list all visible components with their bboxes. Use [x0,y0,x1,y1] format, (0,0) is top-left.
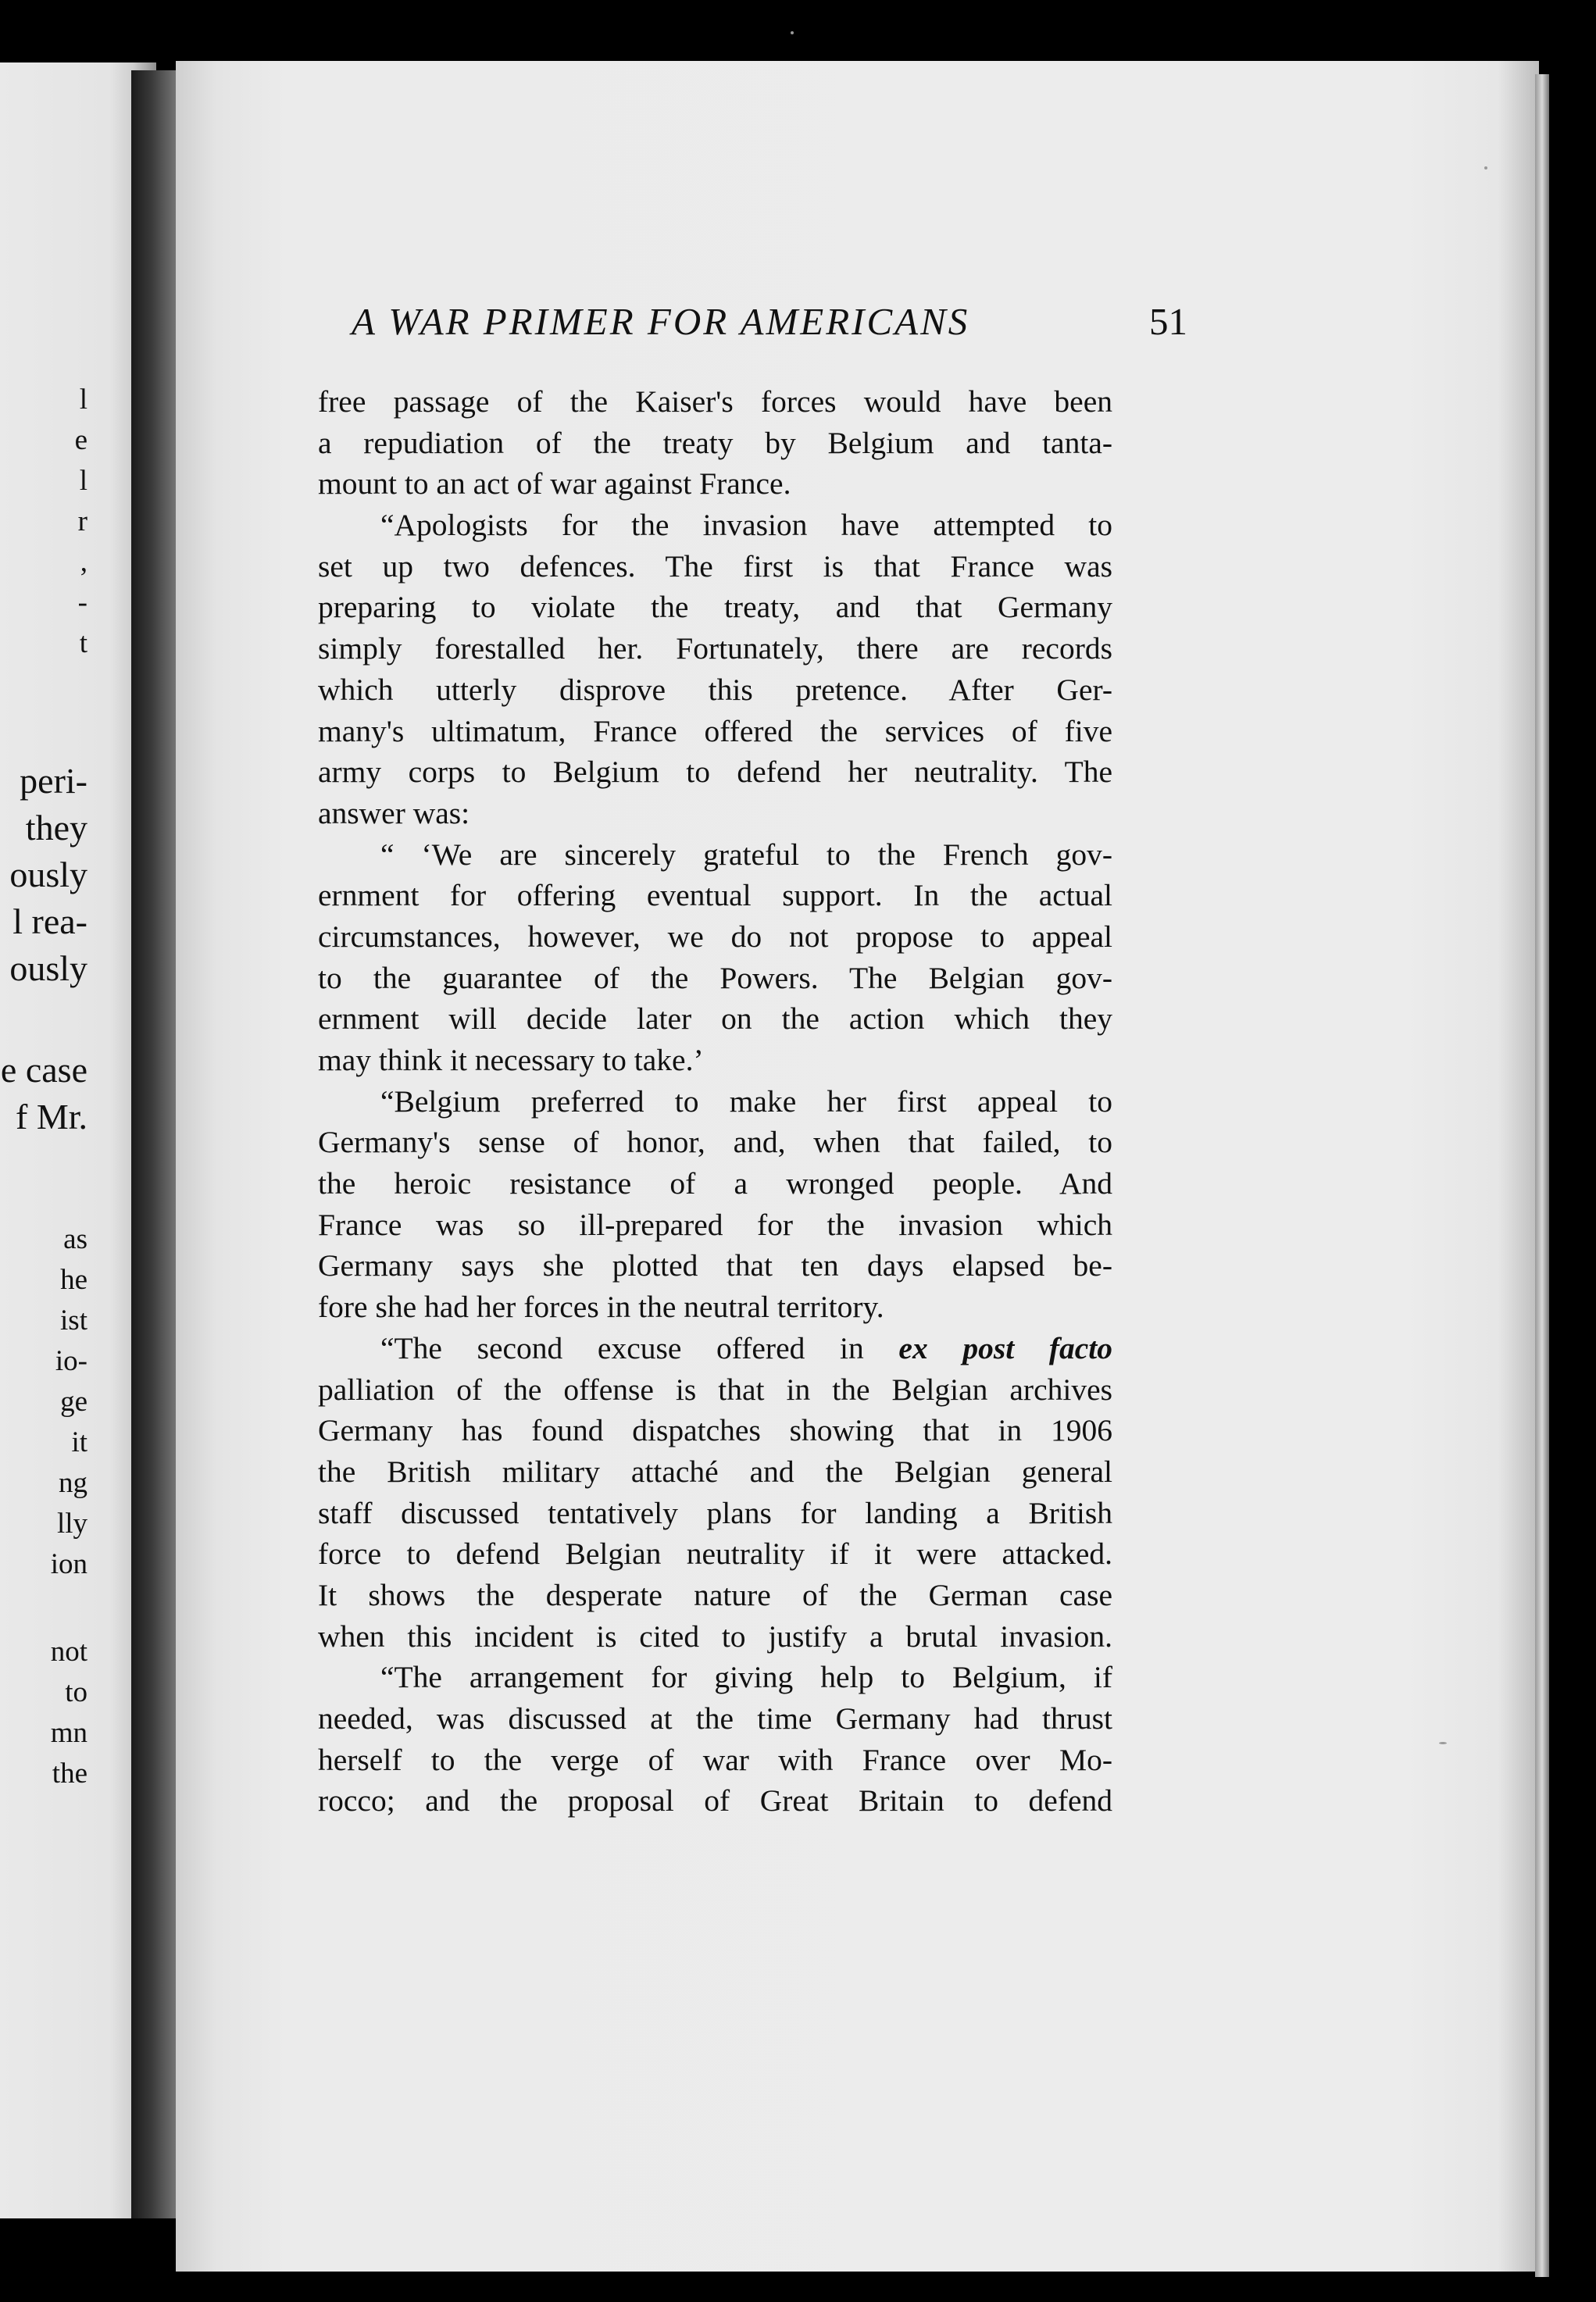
left-fragment-line: he [60,1264,87,1296]
text-line: when this incident is cited to justify a brutal invasion. [318,1619,1112,1654]
text-segment: “The second excuse offered in [380,1330,864,1365]
page-edge [1535,74,1549,2277]
left-fragment-line: ng [59,1467,87,1499]
text-line: “ ‘We are sincerely grateful to the French gov- [380,837,1112,872]
text-line: herself to the verge of war with France over Mo- [318,1742,1112,1777]
text-line: needed, was discussed at the time Germany had thrust [318,1701,1112,1736]
left-fragment-line: the [52,1758,87,1790]
text-line: It shows the desperate nature of the German case [318,1577,1112,1612]
page-number: 51 [1149,300,1187,343]
left-fragment-line: f Mr. [16,1097,87,1137]
text-line: ernment will decide later on the action which they [318,1001,1112,1037]
left-fragment-line: lly [56,1508,87,1540]
left-fragment-line: l [79,465,87,497]
left-fragment-line: ion [50,1548,87,1580]
text-line: simply forestalled her. Fortunately, there are records [318,631,1112,666]
running-title: A WAR PRIMER FOR AMERICANS [352,300,970,343]
text-line: Germany has found dispatches showing that in 1906 [318,1413,1112,1448]
text-line: a repudiation of the treaty by Belgium and tanta- [318,425,1112,460]
dust-speck [791,31,794,34]
text-line: “The arrangement for giving help to Belgium, if [380,1660,1112,1695]
text-line: to the guarantee of the Powers. The Belgian gov- [318,960,1112,995]
page-header [352,299,1187,348]
left-fragment-line: e case [0,1050,87,1090]
text-line: circumstances, however, we do not propose to appeal [318,919,1112,954]
left-fragment-line: ously [9,855,87,894]
text-line: Germany's sense of honor, and, when that failed, to [318,1125,1112,1160]
left-fragment-line: ously [9,948,87,988]
text-line: mount to an act of war against France. [318,466,791,501]
text-line: France was so ill-prepared for the invasion which [318,1207,1112,1242]
text-line: answer was: [318,795,470,830]
left-fragment-line: to [65,1676,87,1708]
left-fragment-line: l [79,384,87,416]
text-line: the British military attaché and the Belgian general [318,1454,1112,1489]
text-line: Germany says she plotted that ten days elapsed be- [318,1248,1112,1283]
text-line: fore she had her forces in the neutral territory. [318,1290,884,1325]
left-fragment-line: peri- [20,761,87,801]
text-line: army corps to Belgium to defend her neutrality. The [318,755,1112,790]
left-fragment-line: l rea- [12,901,87,941]
text-line: free passage of the Kaiser's forces would have been [318,384,1112,419]
left-fragment-line: not [50,1636,87,1668]
dust-speck [1439,1742,1447,1744]
left-fragment-line: io- [55,1345,87,1377]
left-fragment-line: ist [60,1304,87,1337]
text-line: set up two defences. The first is that France was [318,548,1112,584]
text-line: “Belgium preferred to make her first appeal to [380,1083,1112,1119]
dust-speck [1484,166,1487,170]
text-line: rocco; and the proposal of Great Britain to defend [318,1783,1112,1818]
left-fragment-line: e [74,424,87,456]
text-line: force to defend Belgian neutrality if it were attacked. [318,1536,1112,1572]
left-fragment-line: mn [50,1717,87,1749]
text-line: ernment for offering eventual support. In the actual [318,878,1112,913]
left-fragment-line: , [80,546,87,578]
left-fragment-line: it [71,1426,87,1458]
left-fragment-line: they [25,808,87,848]
left-fragment-line: - [77,587,87,619]
text-line: which utterly disprove this pretence. After Ger- [318,672,1112,707]
italic-phrase: ex post facto [898,1330,1112,1365]
text-line: may think it necessary to take.’ [318,1043,704,1077]
text-line: “Apologists for the invasion have attempted to [380,508,1112,543]
text-line: preparing to violate the treaty, and that Germany [318,590,1112,625]
left-fragment-line: as [63,1223,87,1255]
body-text [318,381,1112,1822]
text-line-with-italic [318,1328,1112,1369]
left-fragment-line: t [79,627,87,659]
left-fragment-line: ge [60,1386,87,1418]
text-line: palliation of the offense is that in the Belgian archives [318,1372,1112,1407]
text-line: the heroic resistance of a wronged people. And [318,1166,1112,1201]
text-line: many's ultimatum, France offered the services of five [318,713,1112,748]
left-fragment-line: r [77,505,87,537]
text-line: staff discussed tentatively plans for landing a British [318,1495,1112,1530]
